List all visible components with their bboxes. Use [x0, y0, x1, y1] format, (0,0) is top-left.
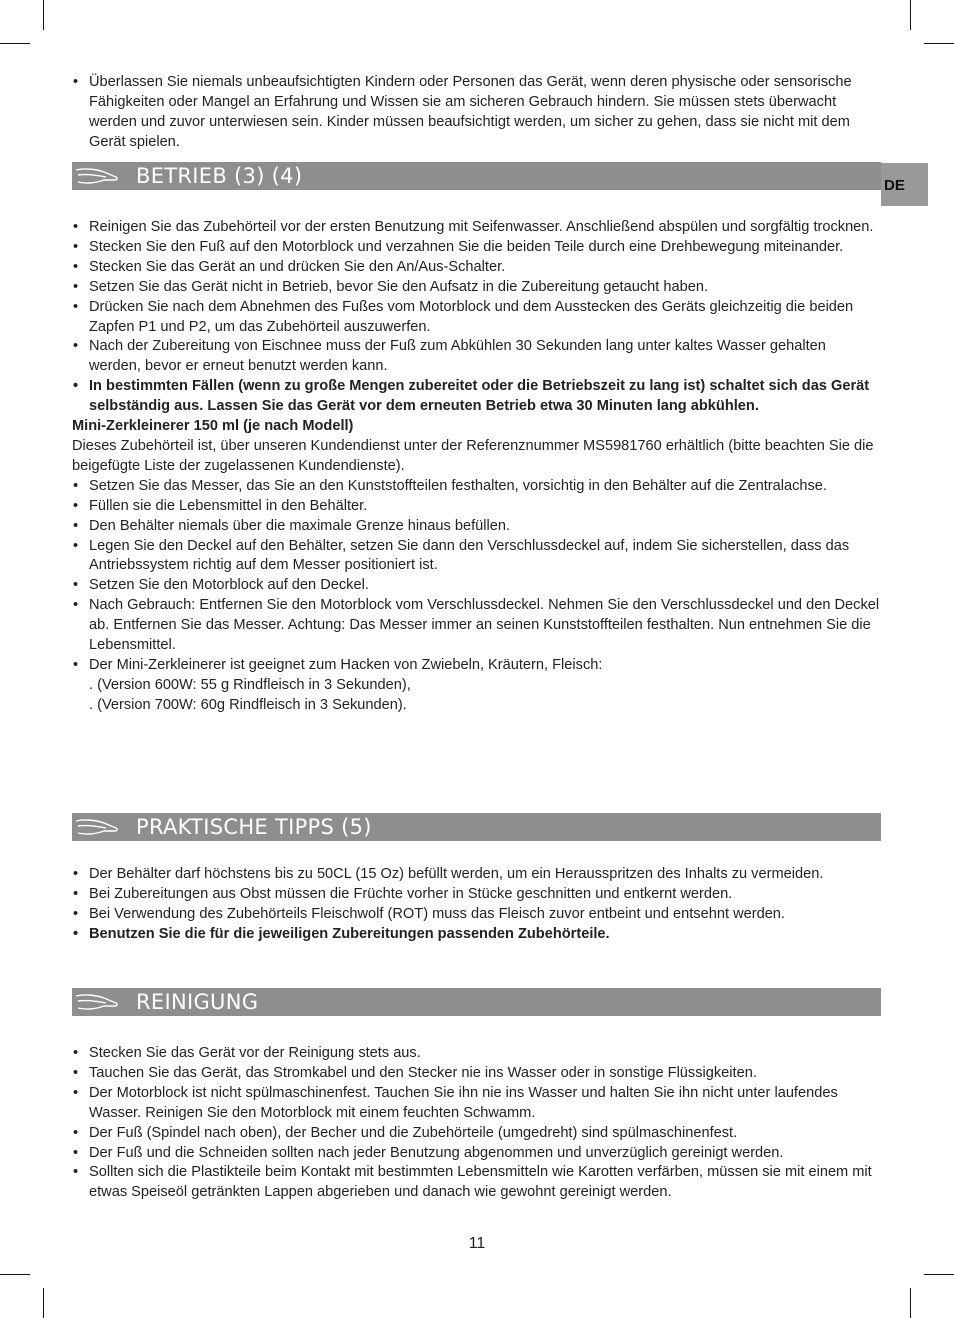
version-line: . (Version 600W: 55 g Rindfleisch in 3 Sekunden),	[89, 676, 411, 693]
list-item: • Stecken Sie den Fuß auf den Motorblock und verzahnen Sie die beiden Teile durch eine Drehbewegung miteinander.	[72, 238, 881, 258]
reinigung-list	[72, 1044, 881, 1203]
list-item: • Drücken Sie nach dem Abnehmen des Fußes vom Motorblock und dem Ausstecken des Geräts gleichzeitig die beiden Zapfen P1 und P2, um das Zubehörteil auszuwerfen.	[72, 298, 881, 338]
section-header-betrieb	[72, 162, 881, 190]
list-item: • Reinigen Sie das Zubehörteil vor der ersten Benutzung mit Seifenwasser. Anschließend abspülen und sorgfältig trocknen.	[72, 218, 881, 238]
list-item: • Den Behälter niemals über die maximale Grenze hinaus befüllen.	[72, 517, 881, 537]
list-item: • Der Fuß (Spindel nach oben), der Becher und die Zubehörteile (umgedreht) sind spülmaschinenfest.	[72, 1124, 881, 1144]
version-lines	[72, 676, 881, 716]
tipps-content	[72, 865, 881, 945]
list-item: • Nach Gebrauch: Entfernen Sie den Motorblock vom Verschlussdeckel. Nehmen Sie den Verschlussdeckel und den Deckel ab. Entfernen Sie das Messer. Achtung: Das Messer immer an seinen Kunststoffteilen festhalten. Nun entnehmen Sie die Lebensmittel.	[72, 596, 881, 656]
list-item: • Stecken Sie das Gerät vor der Reinigung stets aus.	[72, 1044, 881, 1064]
version-line: . (Version 700W: 60g Rindfleisch in 3 Sekunden).	[89, 696, 407, 713]
list-item: • Legen Sie den Deckel auf den Behälter, setzen Sie dann den Verschlussdeckel auf, indem Sie sicherstellen, dass das Antriebssystem richtig auf dem Messer positioniert ist.	[72, 537, 881, 577]
crop-mark	[43, 0, 44, 30]
list-item: • Überlassen Sie niemals unbeaufsichtigten Kindern oder Personen das Gerät, wenn deren physische oder sensorische Fähigkeiten oder Mangel an Erfahrung und Wissen sie am sicheren Gebrauch hindern. Sie müssen stets überwacht werden und zuvor unterwiesen sein. Kinder müssen beaufsichtigt werden, um sicher zu gehen, dass sie nicht mit dem Gerät spielen.	[72, 73, 881, 153]
section-header-reinigung	[72, 988, 881, 1016]
section-header-tipps	[72, 813, 881, 841]
list-item: • Der Motorblock ist nicht spülmaschinenfest. Tauchen Sie ihn nie ins Wasser und halten Sie ihn nicht unter laufendes Wasser. Reinigen Sie den Motorblock mit einem feuchten Schwamm.	[72, 1084, 881, 1124]
language-tab: DE	[881, 163, 928, 206]
list-item: • Füllen sie die Lebensmittel in den Behälter.	[72, 497, 881, 517]
betrieb-content	[72, 218, 881, 716]
list-item: • Setzen Sie das Messer, das Sie an den Kunststoffteilen festhalten, vorsichtig in den Behälter auf die Zentralachse.	[72, 477, 881, 497]
crop-mark	[910, 1288, 911, 1318]
list-item: • Der Mini-Zerkleinerer ist geeignet zum Hacken von Zwiebeln, Kräutern, Fleisch:	[72, 656, 881, 676]
page-number: 11	[468, 1235, 486, 1252]
list-item: • Nach der Zubereitung von Eischnee muss der Fuß zum Abkühlen 30 Sekunden lang unter kaltes Wasser gehalten werden, bevor er erneut benutzt werden kann.	[72, 337, 881, 377]
list-item: • Der Fuß und die Schneiden sollten nach jeder Benutzung abgenommen und unverzüglich gereinigt werden.	[72, 1144, 881, 1164]
list-item: • Benutzen Sie die für die jeweiligen Zubereitungen passenden Zubehörteile.	[72, 925, 881, 945]
crop-mark	[924, 1274, 954, 1275]
list-item: • Bei Verwendung des Zubehörteils Fleischwolf (ROT) muss das Fleisch zuvor entbeint und entsehnt werden.	[72, 905, 881, 925]
mini-chopper-heading: Mini-Zerkleinerer 150 ml (je nach Modell)	[72, 418, 354, 435]
list-item: • Setzen Sie das Gerät nicht in Betrieb, bevor Sie den Aufsatz in die Zubereitung getaucht haben.	[72, 278, 881, 298]
hand-arrow-icon	[74, 165, 120, 187]
crop-mark	[910, 0, 911, 30]
hand-arrow-icon	[74, 816, 120, 838]
section-title: REINIGUNG	[136, 990, 259, 1014]
list-item: • Der Behälter darf höchstens bis zu 50CL (15 Oz) befüllt werden, um ein Herausspritzen des Inhalts zu vermeiden.	[72, 865, 881, 885]
crop-mark	[0, 43, 30, 44]
list-item: • Stecken Sie das Gerät an und drücken Sie den An/Aus-Schalter.	[72, 258, 881, 278]
crop-mark	[43, 1288, 44, 1318]
list-item: • Bei Zubereitungen aus Obst müssen die Früchte vorher in Stücke geschnitten und entkernt werden.	[72, 885, 881, 905]
list-item: • Tauchen Sie das Gerät, das Stromkabel und den Stecker nie ins Wasser oder in sonstige Flüssigkeiten.	[72, 1064, 881, 1084]
section-title: PRAKTISCHE TIPPS (5)	[136, 815, 372, 839]
list-item: • Setzen Sie den Motorblock auf den Deckel.	[72, 576, 881, 596]
reinigung-content	[72, 1044, 881, 1203]
list-item: • Sollten sich die Plastikteile beim Kontakt mit bestimmten Lebensmitteln wie Karotten verfärben, müssen sie mit einem mit etwas Speiseöl getränkten Lappen abgerieben und danach wie gewohnt gereinigt werden.	[72, 1163, 881, 1203]
tipps-list	[72, 865, 881, 945]
mini-chopper-list	[72, 477, 881, 676]
betrieb-list	[72, 218, 881, 417]
mini-chopper-paragraph: Dieses Zubehörteil ist, über unseren Kundendienst unter der Referenznummer MS5981760 erhältlich (bitte beachten Sie die beigefügte Liste der zugelassenen Kundendienste).	[72, 437, 874, 474]
section-title: BETRIEB (3) (4)	[136, 164, 303, 188]
intro-list	[72, 73, 881, 153]
hand-arrow-icon	[74, 991, 120, 1013]
list-item-warning: • In bestimmten Fällen (wenn zu große Mengen zubereitet oder die Betriebszeit zu lang ist) schaltet sich das Gerät selbständig aus. Lassen Sie das Gerät vor dem erneuten Betrieb etwa 30 Minuten lang abkühlen.	[72, 377, 881, 417]
crop-mark	[924, 43, 954, 44]
intro-block	[72, 73, 881, 153]
crop-mark	[0, 1274, 30, 1275]
